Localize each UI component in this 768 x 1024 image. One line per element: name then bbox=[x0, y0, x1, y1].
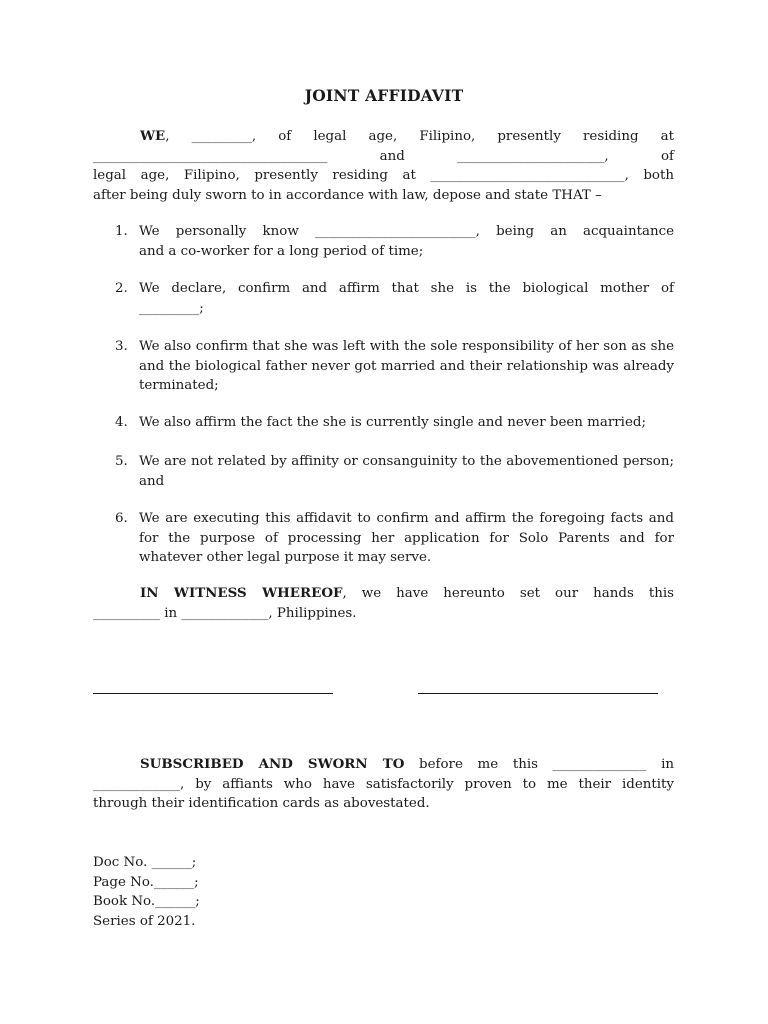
subscribed-paragraph bbox=[93, 755, 674, 814]
list-item-number: 5. bbox=[115, 454, 128, 469]
affiant-signature-line-2 bbox=[418, 693, 658, 694]
list-item-text bbox=[139, 509, 674, 568]
intro-line-3: legal age, Filipino, presently residing at _____________________________, both bbox=[93, 168, 674, 183]
witness-paragraph bbox=[93, 584, 674, 623]
list-item-number: 3. bbox=[115, 339, 128, 354]
doc-number: Doc No. ______; bbox=[93, 855, 197, 870]
witness-lead: IN WITNESS WHEREOF bbox=[140, 585, 343, 601]
witness-line-2: __________ in _____________, Philippines. bbox=[93, 605, 357, 621]
list-item-line: We are not related by affinity or consanguinity to the abovementioned person; bbox=[139, 454, 674, 469]
list-item-text bbox=[139, 222, 674, 261]
subscribed-line-3: through their identification cards as abovestated. bbox=[93, 796, 430, 811]
subscribed-line-1-text: before me this ______________ in bbox=[404, 757, 675, 772]
list-item-line: _________; bbox=[139, 300, 204, 316]
list-item-line: We also affirm the fact the she is currently single and never been married; bbox=[139, 415, 646, 430]
book-number: Book No.______; bbox=[93, 894, 200, 909]
list-item-line: and bbox=[139, 473, 165, 489]
list-item-line: whatever other legal purpose it may serve. bbox=[139, 550, 432, 565]
list-item-line: We are executing this affidavit to confirm and affirm the foregoing facts and bbox=[139, 511, 674, 526]
list-item-text bbox=[139, 279, 674, 318]
affiant-signature-line-1 bbox=[93, 693, 333, 694]
list-item-number: 4. bbox=[115, 415, 128, 430]
subscribed-line-2: _____________, by affiants who have satisfactorily proven to me their identity bbox=[93, 776, 674, 792]
intro-line-1 bbox=[93, 127, 674, 147]
list-item-line: and a co-worker for a long period of time; bbox=[139, 243, 424, 259]
intro-line-1-text: , _________, of legal age, Filipino, presently residing at bbox=[165, 129, 674, 144]
subscribed-lead: SUBSCRIBED AND SWORN TO bbox=[140, 756, 405, 772]
list-item-text bbox=[139, 337, 674, 396]
list-item-line: We personally know ________________________, being an acquaintance bbox=[139, 224, 674, 239]
document-title: JOINT AFFIDAVIT bbox=[304, 86, 464, 105]
subscribed-line-1 bbox=[93, 755, 674, 775]
intro-lead: WE bbox=[140, 128, 166, 144]
list-item-line: and the biological father never got married and their relationship was already bbox=[139, 358, 674, 374]
notarial-register-block bbox=[93, 853, 393, 931]
list-item-text bbox=[139, 413, 674, 433]
intro-paragraph bbox=[93, 127, 674, 205]
page-number: Page No.______; bbox=[93, 874, 199, 890]
intro-line-4: after being duly sworn to in accordance with law, depose and state THAT – bbox=[93, 187, 602, 203]
list-item-line: for the purpose of processing her application for Solo Parents and for bbox=[139, 530, 674, 546]
witness-line-1-text: , we have hereunto set our hands this bbox=[342, 586, 674, 601]
list-item-line: We also confirm that she was left with the sole responsibility of her son as she bbox=[139, 339, 674, 354]
list-item-text bbox=[139, 452, 674, 491]
series-year: Series of 2021. bbox=[93, 913, 196, 929]
list-item-number: 1. bbox=[115, 224, 128, 239]
intro-line-2: ___________________________________ and ______________________, of bbox=[93, 148, 674, 164]
list-item-line: terminated; bbox=[139, 378, 219, 393]
list-item-number: 2. bbox=[115, 281, 128, 296]
list-item-line: We declare, confirm and affirm that she is the biological mother of bbox=[139, 281, 674, 296]
list-item-number: 6. bbox=[115, 511, 128, 526]
witness-line-1 bbox=[93, 584, 674, 604]
